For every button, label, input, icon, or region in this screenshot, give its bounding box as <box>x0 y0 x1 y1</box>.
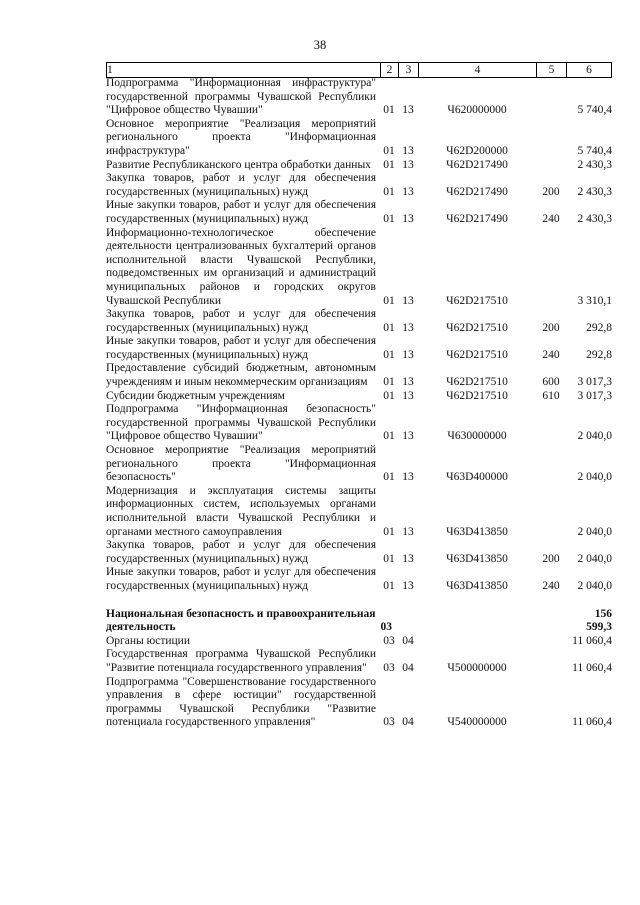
row-section: 01 <box>383 294 395 307</box>
row-name: Иные закупки товаров, работ и услуг для обеспечения государственных (муниципальных) нужд <box>106 566 376 592</box>
row-section: 01 <box>383 104 395 117</box>
row-section: 01 <box>383 430 395 443</box>
table-row <box>106 335 612 362</box>
row-name: Иные закупки товаров, работ и услуг для обеспечения государственных (муниципальных) нужд <box>106 335 376 361</box>
row-target-article: Ч62D217510 <box>446 294 508 307</box>
row-name: Закупка товаров, работ и услуг для обеспечения государственных (муниципальных) нужд <box>106 172 376 198</box>
row-amount: 2 040,0 <box>577 552 612 565</box>
row-name: Основное мероприятие "Реализация мероприятий регионального проекта "Информационная инфраструктура" <box>106 117 376 157</box>
row-amount: 2 430,3 <box>577 158 612 171</box>
row-target-article: Ч62D217510 <box>446 321 508 334</box>
row-target-article: Ч63D400000 <box>446 471 508 484</box>
row-subsection: 13 <box>402 430 414 443</box>
row-expense-type: 600 <box>542 376 560 389</box>
row-target-article: Ч62D200000 <box>446 144 508 157</box>
row-section: 03 <box>383 716 395 729</box>
row-target-article: Ч620000000 <box>447 104 507 117</box>
row-section: 01 <box>383 348 395 361</box>
row-amount: 292,8 <box>586 348 612 361</box>
row-amount: 3 310,1 <box>577 294 612 307</box>
header-col-5: 5 <box>536 63 566 77</box>
row-section: 01 <box>383 321 395 334</box>
row-amount: 2 040,0 <box>577 525 612 538</box>
row-section: 03 <box>380 621 392 634</box>
table-row <box>106 118 612 159</box>
row-section: 01 <box>383 212 395 225</box>
row-subsection: 13 <box>402 212 414 225</box>
table-row <box>106 199 612 226</box>
row-target-article: Ч62D217490 <box>446 212 508 225</box>
row-name: Подпрограмма "Совершенствование государственного управления в сфере юстиции" государственной программы Чувашской Республики "Развитие потенциала государственного управления" <box>106 675 376 729</box>
row-target-article: Ч63D413850 <box>446 552 508 565</box>
row-name: Информационно-технологическое обеспечение деятельности централизованных бухгалтерий органов исполнительной власти Чувашской Республики, подведомственных им организаций и администраций муниципальных районов и городских округов Чувашской Республики <box>106 226 376 307</box>
row-subsection: 13 <box>402 471 414 484</box>
row-subsection: 13 <box>402 348 414 361</box>
row-target-article: Ч62D217490 <box>446 158 508 171</box>
row-name: Модернизация и эксплуатация системы защиты информационных систем, используемых органами исполнительной власти Чувашской Республики и органами местного самоуправления <box>106 484 376 538</box>
row-name: Государственная программа Чувашской Республики "Развитие потенциала государственного управления" <box>106 648 376 674</box>
row-expense-type: 610 <box>542 389 560 402</box>
table-row <box>106 566 612 593</box>
row-name: Национальная безопасность и правоохранительная деятельность <box>106 607 376 634</box>
row-subsection: 13 <box>402 376 414 389</box>
budget-table <box>106 77 612 730</box>
header-col-3: 3 <box>398 63 418 77</box>
row-subsection: 13 <box>402 104 414 117</box>
table-row <box>106 362 612 389</box>
row-target-article: Ч62D217510 <box>446 376 508 389</box>
row-amount: 11 060,4 <box>572 716 612 729</box>
row-expense-type: 240 <box>542 348 560 361</box>
row-target-article: Ч63D413850 <box>446 579 508 592</box>
row-subsection: 04 <box>402 661 414 674</box>
row-target-article: Ч62D217510 <box>446 389 508 402</box>
row-section: 01 <box>383 525 395 538</box>
row-section: 01 <box>383 579 395 592</box>
table-row <box>106 172 612 199</box>
row-expense-type: 240 <box>542 212 560 225</box>
row-section: 01 <box>383 471 395 484</box>
row-subsection: 04 <box>402 634 414 647</box>
row-name: Субсидии бюджетным учреждениям <box>106 389 285 402</box>
row-amount: 2 040,0 <box>577 430 612 443</box>
row-amount: 156 599,3 <box>586 607 612 634</box>
row-section: 01 <box>383 376 395 389</box>
table-row <box>106 635 612 649</box>
row-target-article: Ч540000000 <box>447 716 507 729</box>
row-section: 01 <box>383 144 395 157</box>
table-row <box>106 444 612 485</box>
row-amount: 2 430,3 <box>577 185 612 198</box>
table-row <box>106 608 612 635</box>
row-name: Иные закупки товаров, работ и услуг для обеспечения государственных (муниципальных) нужд <box>106 199 376 225</box>
header-col-4: 4 <box>418 63 536 77</box>
table-row <box>106 676 612 730</box>
table-row <box>106 403 612 444</box>
row-section: 01 <box>383 158 395 171</box>
row-name: Развитие Республиканского центра обработки данных <box>106 158 371 171</box>
row-target-article: Ч630000000 <box>447 430 507 443</box>
page-number: 38 <box>313 38 327 52</box>
header-col-6: 6 <box>566 63 612 77</box>
row-subsection: 13 <box>402 321 414 334</box>
row-amount: 3 017,3 <box>577 376 612 389</box>
row-subsection: 04 <box>402 716 414 729</box>
row-target-article: Ч62D217490 <box>446 185 508 198</box>
table-row <box>106 227 612 309</box>
row-expense-type: 200 <box>542 321 560 334</box>
table-row <box>106 159 612 173</box>
row-name: Закупка товаров, работ и услуг для обеспечения государственных (муниципальных) нужд <box>106 308 376 334</box>
table-row <box>106 648 612 675</box>
row-name: Подпрограмма "Информационная безопасность" государственной программы Чувашской Республики "Цифровое общество Чувашии" <box>106 403 376 443</box>
table-row <box>106 390 612 404</box>
row-amount: 5 740,4 <box>577 144 612 157</box>
row-amount: 2 040,0 <box>577 471 612 484</box>
row-amount: 292,8 <box>586 321 612 334</box>
row-section: 01 <box>383 185 395 198</box>
row-target-article: Ч62D217510 <box>446 348 508 361</box>
row-target-article: Ч63D413850 <box>446 525 508 538</box>
row-name: Основное мероприятие "Реализация мероприятий регионального проекта "Информационная безопасность" <box>106 444 376 484</box>
row-section: 01 <box>383 552 395 565</box>
row-subsection: 13 <box>402 552 414 565</box>
row-name: Подпрограмма "Информационная инфраструктура" государственной программы Чувашской Республики "Цифровое общество Чувашии" <box>106 77 376 117</box>
row-name: Закупка товаров, работ и услуг для обеспечения государственных (муниципальных) нужд <box>106 539 376 565</box>
row-spacer <box>106 594 612 608</box>
row-amount: 3 017,3 <box>577 389 612 402</box>
row-expense-type: 200 <box>542 185 560 198</box>
row-section: 03 <box>383 634 395 647</box>
row-amount: 2 040,0 <box>577 579 612 592</box>
row-expense-type: 200 <box>542 552 560 565</box>
row-name: Предоставление субсидий бюджетным, автономным учреждениям и иным некоммерческим организациям <box>106 362 376 389</box>
header-col-2: 2 <box>380 63 398 77</box>
row-amount: 2 430,3 <box>577 212 612 225</box>
row-subsection: 13 <box>402 185 414 198</box>
row-section: 01 <box>383 389 395 402</box>
table-row <box>106 308 612 335</box>
row-expense-type: 240 <box>542 579 560 592</box>
row-subsection: 13 <box>402 579 414 592</box>
row-subsection: 13 <box>402 144 414 157</box>
row-subsection: 13 <box>402 158 414 171</box>
row-subsection: 13 <box>402 294 414 307</box>
header-col-1: 1 <box>106 63 380 77</box>
row-amount: 11 060,4 <box>572 634 612 647</box>
row-name: Органы юстиции <box>106 634 190 647</box>
row-section: 03 <box>383 661 395 674</box>
row-amount: 11 060,4 <box>572 661 612 674</box>
table-header <box>106 62 612 78</box>
table-row <box>106 77 612 118</box>
row-amount: 5 740,4 <box>577 104 612 117</box>
row-subsection: 13 <box>402 525 414 538</box>
table-row <box>106 539 612 566</box>
row-subsection: 13 <box>402 389 414 402</box>
table-row <box>106 485 612 539</box>
row-target-article: Ч500000000 <box>447 661 507 674</box>
